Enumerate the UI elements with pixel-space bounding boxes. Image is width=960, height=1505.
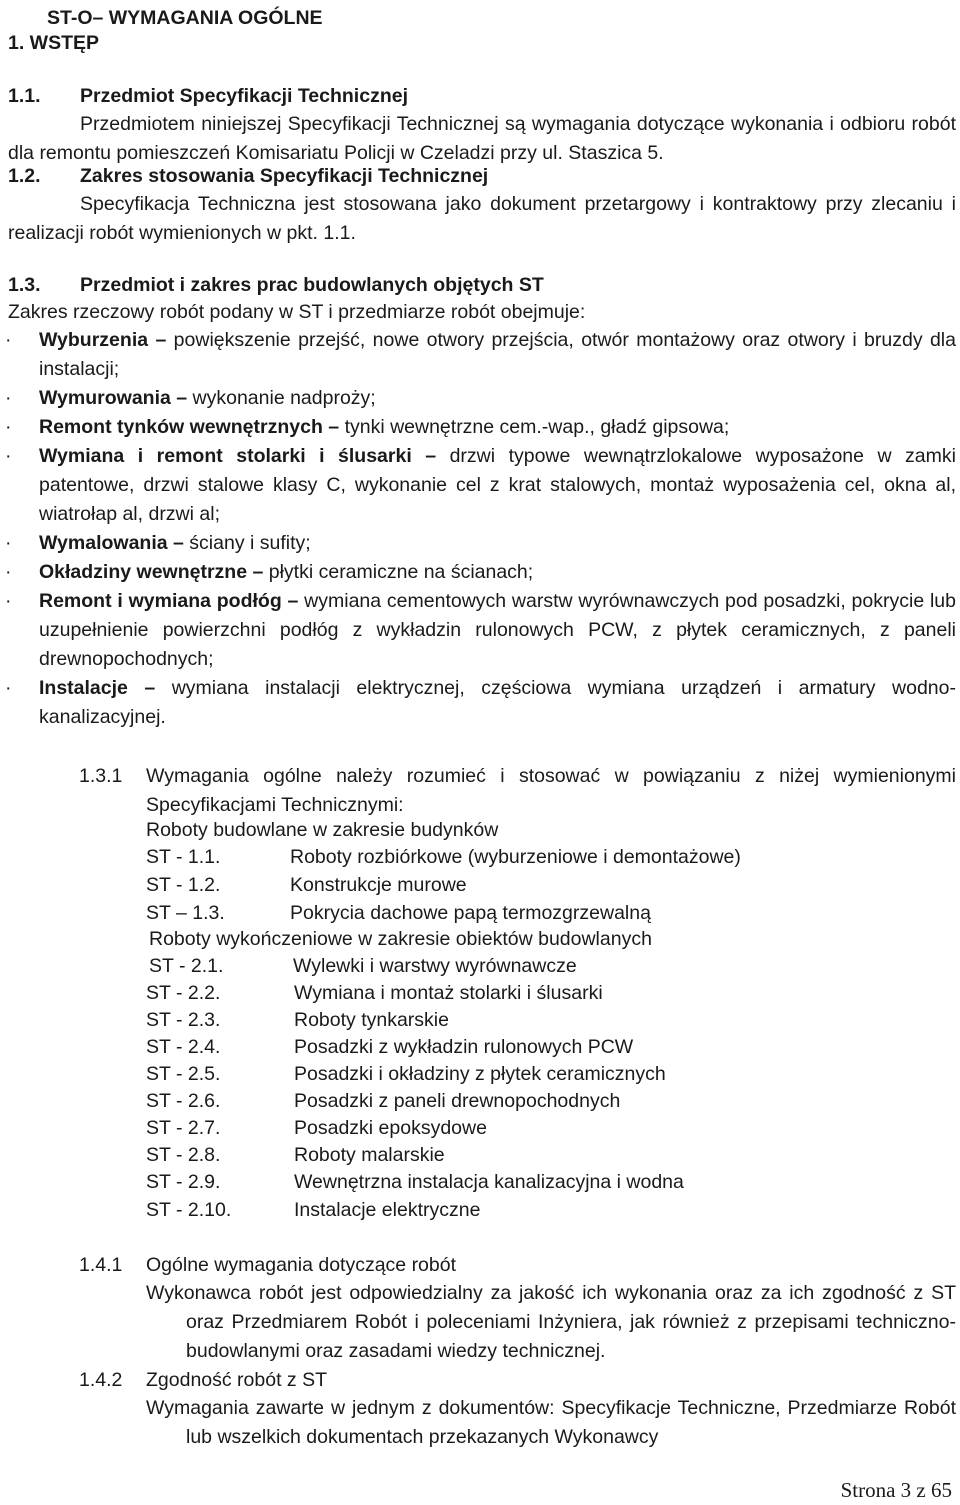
paragraph-1-2 (8, 190, 956, 248)
item-desc: wymiana instalacji elektrycznej, częściowa wymiana urządzeń i armatury wodno-kanalizacyjnej. (39, 677, 956, 728)
heading-title: Zakres stosowania Specyfikacji Technicznej (80, 165, 489, 187)
item-term: Remont i wymiana podłóg (39, 590, 282, 612)
spec-name: Instalacje elektryczne (294, 1199, 481, 1221)
spec-code: ST - 2.4. (146, 1036, 221, 1058)
item-desc: tynki wewnętrzne cem.-wap., gładź gipsowa; (344, 416, 730, 438)
spec-name: Posadzki z paneli drewnopochodnych (294, 1090, 621, 1112)
bullet: · (5, 677, 12, 699)
spec-code: ST - 2.8. (146, 1144, 221, 1166)
spec-name: Posadzki i okładziny z płytek ceramicznych (294, 1063, 666, 1085)
item-dash: – (322, 416, 345, 438)
subsection-title: Ogólne wymagania dotyczące robót (146, 1254, 457, 1276)
item-dash: – (411, 445, 450, 467)
list-item (0, 326, 956, 384)
spec-name: Roboty malarskie (294, 1144, 445, 1166)
spec-code: ST - 2.3. (146, 1009, 221, 1031)
list-item (0, 442, 956, 529)
list-item (0, 529, 956, 558)
subsection-number: 1.4.1 (79, 1254, 123, 1276)
spec-name: Pokrycia dachowe papą termozgrzewalną (290, 902, 651, 924)
heading-title: Przedmiot Specyfikacji Technicznej (80, 85, 408, 107)
spec-name: Wylewki i warstwy wyrównawcze (293, 955, 577, 977)
spec-name: Konstrukcje murowe (290, 874, 467, 896)
subsection-text: Wymagania ogólne należy rozumieć i stosować w powiązaniu z niżej wymienionymi Specyfikacjami Technicznymi: (146, 765, 956, 816)
item-term: Instalacje (39, 677, 128, 699)
spec-code: ST - 2.1. (149, 955, 224, 977)
item-dash: – (127, 677, 172, 699)
item-dash: – (167, 532, 190, 554)
heading-title: Przedmiot i zakres prac budowlanych objętych ST (80, 274, 544, 296)
section-heading: 1. WSTĘP (8, 32, 100, 54)
subsection-text (146, 1394, 956, 1452)
spec-code: ST - 1.2. (146, 874, 221, 896)
heading-1-3 (8, 271, 544, 300)
list-item (0, 413, 956, 442)
spec-code: ST - 2.10. (146, 1199, 232, 1221)
heading-1-2 (8, 162, 488, 191)
list-item (0, 587, 956, 674)
paragraph-text: Przedmiotem niniejszej Specyfikacji Technicznej są wymagania dotyczące wykonania i odbioru robót dla remontu pomieszczeń Komisariatu Policji w Czeladzi przy ul. Staszica 5. (8, 113, 956, 164)
bullet: · (5, 416, 12, 438)
spec-name: Roboty tynkarskie (294, 1009, 449, 1031)
item-term: Remont tynków wewnętrznych (39, 416, 323, 438)
item-term: Wymalowania (39, 532, 168, 554)
subsection-title: Zgodność robót z ST (146, 1369, 328, 1391)
spec-code: ST - 2.2. (146, 982, 221, 1004)
list-item (0, 558, 956, 587)
item-dash: – (148, 329, 174, 351)
spec-name: Roboty rozbiórkowe (wyburzeniowe i demontażowe) (290, 846, 741, 868)
heading-1-1 (8, 82, 408, 111)
item-term: Wymiana i remont stolarki i ślusarki (39, 445, 412, 467)
item-dash: – (281, 590, 305, 612)
bullet: · (5, 445, 12, 467)
item-term: Wyburzenia (39, 329, 149, 351)
spec-name: Wymiana i montaż stolarki i ślusarki (294, 982, 603, 1004)
heading-number: 1.1. (8, 85, 41, 107)
heading-number: 1.2. (8, 165, 41, 187)
item-dash: – (170, 387, 193, 409)
spec-code: ST – 1.3. (146, 902, 225, 924)
bullet: · (5, 532, 12, 554)
item-desc: płytki ceramiczne na ścianach; (268, 561, 534, 583)
subsection-text (146, 1279, 956, 1366)
spec-name: Posadzki z wykładzin rulonowych PCW (294, 1036, 634, 1058)
heading-number: 1.3. (8, 274, 41, 296)
group-heading: Roboty budowlane w zakresie budynków (146, 819, 499, 841)
scope-intro: Zakres rzeczowy robót podany w ST i przedmiarze robót obejmuje: (8, 301, 586, 323)
spec-name: Posadzki epoksydowe (294, 1117, 487, 1139)
bullet: · (5, 561, 12, 583)
page-number: Strona 3 z 65 (840, 1478, 952, 1502)
scope-list (0, 326, 956, 732)
bullet: · (5, 590, 12, 612)
group-heading: Roboty wykończeniowe w zakresie obiektów budowlanych (149, 928, 652, 950)
item-dash: – (247, 561, 269, 583)
paragraph-text: Specyfikacja Techniczna jest stosowana jako dokument przetargowy i kontraktowy przy zlecaniu i realizacji robót wymienionych w pkt. 1.1. (8, 193, 956, 244)
paragraph-1-1 (8, 110, 956, 168)
item-term: Wymurowania (39, 387, 171, 409)
subsection-number: 1.3.1 (79, 765, 123, 787)
list-item (0, 674, 956, 732)
list-item (0, 384, 956, 413)
spec-code: ST - 2.9. (146, 1171, 221, 1193)
item-desc: powiększenie przejść, nowe otwory przejścia, otwór montażowy oraz otwory i bruzdy dla instalacji; (39, 329, 956, 380)
paragraph-text: Wykonawca robót jest odpowiedzialny za jakość ich wykonania oraz za ich zgodność z ST oraz Przedmiarem Robót i poleceniami Inżyniera, jak również z przepisami techniczno-budowlanymi oraz zasadami wiedzy technicznej. (146, 1282, 956, 1362)
paragraph-text: Wymagania zawarte w jednym z dokumentów: Specyfikacje Techniczne, Przedmiarze Robót lub wszelkich dokumentach przekazanych Wykonawcy (146, 1397, 956, 1448)
item-desc: wymiana cementowych warstw wyrównawczych pod posadzki, pokrycie lub uzupełnienie powierzchni podłóg z wykładzin rulonowych PCW, z płytek ceramicznych, z paneli drewnopochodnych; (39, 590, 956, 670)
spec-name: Wewnętrzna instalacja kanalizacyjna i wodna (294, 1171, 684, 1193)
spec-code: ST - 2.5. (146, 1063, 221, 1085)
item-desc: wykonanie nadproży; (192, 387, 376, 409)
spec-code: ST - 2.6. (146, 1090, 221, 1112)
subsection-number: 1.4.2 (79, 1369, 123, 1391)
spec-code: ST - 2.7. (146, 1117, 221, 1139)
item-desc: ściany i sufity; (189, 532, 311, 554)
bullet: · (5, 329, 12, 351)
bullet: · (5, 387, 12, 409)
item-desc: drzwi typowe wewnątrzlokalowe wyposażone w zamki patentowe, drzwi stalowe klasy C, wykonanie cel z krat stalowych, montaż wyposażenia cel, okna al, wiatrołap al, drzwi al; (39, 445, 956, 525)
document-title: ST-O– WYMAGANIA OGÓLNE (47, 7, 323, 29)
item-term: Okładziny wewnętrzne (39, 561, 248, 583)
spec-code: ST - 1.1. (146, 846, 221, 868)
